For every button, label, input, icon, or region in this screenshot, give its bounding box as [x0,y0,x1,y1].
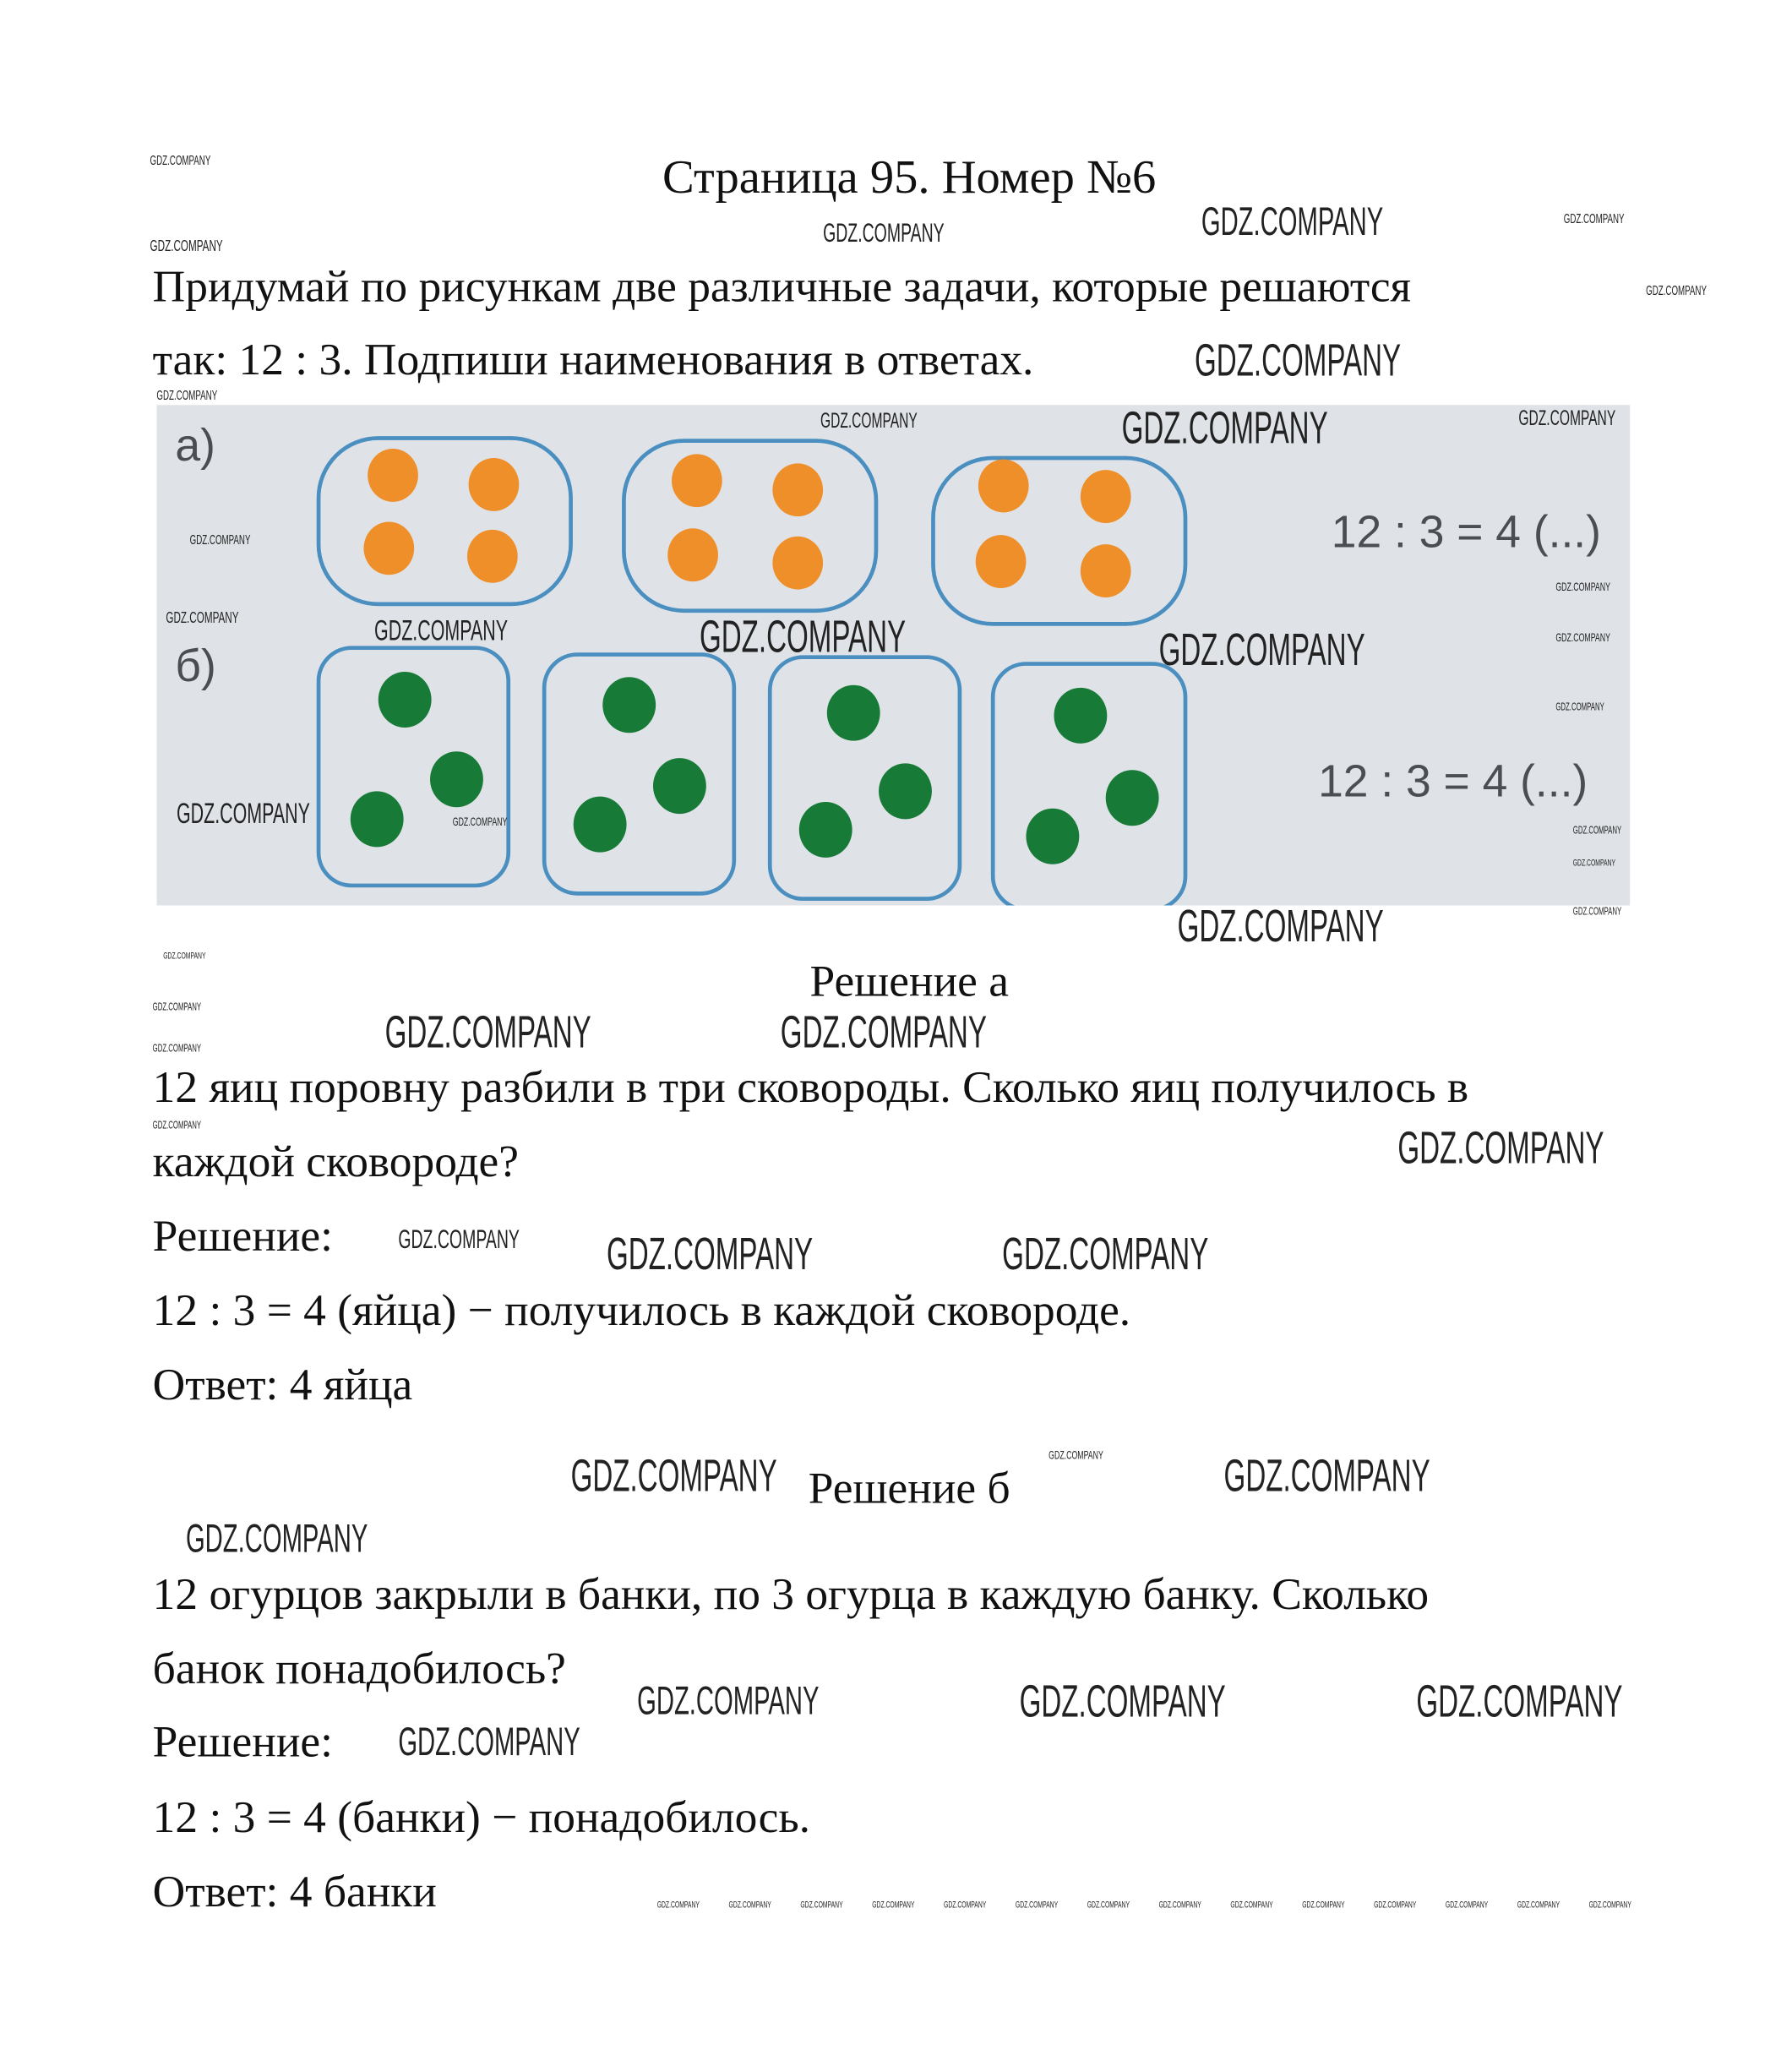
watermark: GDZ.COMPANY [1563,212,1625,227]
watermark: GDZ.COMPANY [820,410,918,433]
orange-dot [976,535,1027,588]
watermark: GDZ.COMPANY [656,1900,700,1911]
watermark: GDZ.COMPANY [152,1042,202,1055]
watermark: GDZ.COMPANY [637,1679,820,1724]
orange-dot [1081,470,1131,523]
watermark: GDZ.COMPANY [1158,1900,1201,1911]
watermark: GDZ.COMPANY [374,613,509,647]
watermark: GDZ.COMPANY [1646,284,1707,299]
green-dot [430,751,483,807]
watermark: GDZ.COMPANY [1223,1451,1430,1502]
watermark: GDZ.COMPANY [570,1451,777,1502]
orange-dot [667,528,718,581]
label-b: б) [175,641,216,691]
green-dot [879,763,932,819]
watermark: GDZ.COMPANY [152,1001,202,1013]
solution-b-problem-line1: 12 огурцов закрыли в банки, по 3 огурца в каждую банку. Сколько [152,1570,1430,1620]
orange-dot [772,463,823,516]
watermark: GDZ.COMPANY [800,1900,843,1911]
orange-dot [978,460,1029,513]
watermark: GDZ.COMPANY [1397,1123,1604,1174]
solution-a-heading: Решение а [809,957,1009,1006]
watermark: GDZ.COMPANY [189,533,251,548]
green-dot [602,677,656,733]
orange-dot [467,530,518,583]
watermark: GDZ.COMPANY [1555,630,1610,644]
green-dot [379,672,432,728]
watermark: GDZ.COMPANY [176,796,310,830]
orange-dot [363,521,414,575]
watermark: GDZ.COMPANY [1374,1900,1417,1911]
green-dot [1054,688,1107,744]
green-dot [1026,809,1079,864]
watermark: GDZ.COMPANY [1572,824,1622,837]
watermark: GDZ.COMPANY [1572,858,1616,868]
green-dot [799,802,852,858]
solution-a-calc: 12 : 3 = 4 (яйца) − получилось в каждой сковороде. [152,1286,1131,1336]
green-dot [351,791,404,847]
watermark: GDZ.COMPANY [1087,1900,1130,1911]
orange-dot [469,458,520,511]
solution-b-problem-line2: банок понадобилось? [152,1644,566,1694]
watermark: GDZ.COMPANY [1049,1448,1103,1461]
task-text-line2: так: 12 : 3. Подпиши наименования в ответах. [152,335,1034,385]
watermark: GDZ.COMPANY [398,1225,520,1255]
solution-b-heading: Решение б [808,1464,1010,1514]
green-dot [574,797,627,853]
watermark: GDZ.COMPANY [872,1900,915,1911]
watermark: GDZ.COMPANY [606,1229,814,1280]
watermark: GDZ.COMPANY [780,1007,987,1059]
watermark: GDZ.COMPANY [156,389,218,404]
watermark: GDZ.COMPANY [823,219,945,248]
watermark: GDZ.COMPANY [384,1007,591,1059]
watermark: GDZ.COMPANY [166,608,239,627]
watermark: GDZ.COMPANY [1230,1900,1273,1911]
watermark: GDZ.COMPANY [1194,335,1402,387]
orange-dot [672,454,722,507]
watermark: GDZ.COMPANY [1177,901,1384,952]
watermark: GDZ.COMPANY [1201,200,1384,245]
solution-b-calc: 12 : 3 = 4 (банки) − понадобилось. [152,1793,811,1843]
watermark: GDZ.COMPANY [1121,403,1328,455]
watermark: GDZ.COMPANY [152,1119,202,1131]
orange-dot [1081,544,1131,597]
watermark: GDZ.COMPANY [163,951,206,961]
watermark: GDZ.COMPANY [1015,1900,1059,1911]
green-dot [653,758,706,814]
solution-b-answer: Ответ: 4 банки [152,1867,437,1917]
watermark: GDZ.COMPANY [150,236,223,255]
page-title: Страница 95. Номер №6 [662,150,1157,204]
watermark: GDZ.COMPANY [1302,1900,1345,1911]
green-dot [1106,770,1159,826]
watermark: GDZ.COMPANY [1019,1677,1226,1728]
solution-a-problem-line2: каждой сковороде? [152,1137,519,1187]
watermark: GDZ.COMPANY [185,1517,368,1562]
watermark: GDZ.COMPANY [1588,1900,1631,1911]
watermark: GDZ.COMPANY [1555,579,1610,593]
solution-a-label: Решение: [152,1212,333,1262]
watermark: GDZ.COMPANY [1002,1229,1209,1280]
watermark: GDZ.COMPANY [150,154,211,169]
watermark: GDZ.COMPANY [944,1900,987,1911]
watermark: GDZ.COMPANY [1445,1900,1489,1911]
watermark: GDZ.COMPANY [1572,905,1622,918]
green-dot [827,685,880,741]
equation-b: 12 : 3 = 4 (...) [1318,756,1588,807]
solution-a-answer: Ответ: 4 яйца [152,1360,413,1410]
watermark: GDZ.COMPANY [728,1900,771,1911]
solution-b-label: Решение: [152,1718,333,1768]
orange-dot [368,449,418,502]
watermark: GDZ.COMPANY [1416,1677,1623,1728]
watermark: GDZ.COMPANY [699,612,907,662]
task-text-line1: Придумай по рисункам две различные задачи, которые решаются [152,263,1412,313]
watermark: GDZ.COMPANY [1518,407,1616,431]
orange-dot [772,537,823,590]
watermark: GDZ.COMPANY [1517,1900,1561,1911]
watermark: GDZ.COMPANY [398,1720,580,1764]
equation-a: 12 : 3 = 4 (...) [1331,507,1601,558]
watermark: GDZ.COMPANY [1158,624,1365,676]
watermark: GDZ.COMPANY [452,814,508,828]
solution-a-problem-line1: 12 яиц поровну разбили в три сковороды. Сколько яиц получилось в [152,1063,1469,1113]
label-a: а) [175,421,215,472]
watermark: GDZ.COMPANY [1555,701,1604,713]
